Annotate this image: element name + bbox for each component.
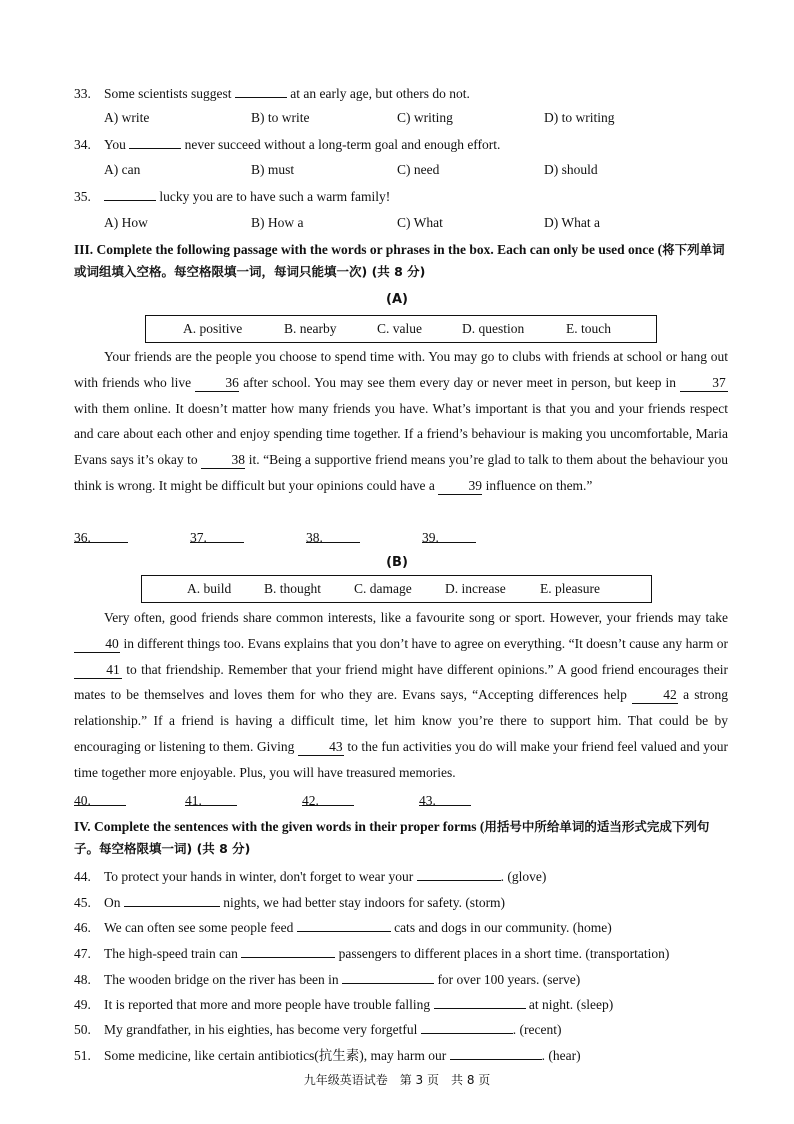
question-number: 33. (74, 86, 91, 101)
blank-43[interactable]: 43 (298, 739, 344, 756)
answer-blank[interactable] (241, 944, 335, 958)
answer-blank[interactable] (124, 893, 220, 907)
answer-blank[interactable] (421, 1020, 513, 1034)
answer-number: 40. (74, 793, 91, 808)
question-51: 51. Some medicine, like certain antibiotics(抗生素), may harm our . (hear) (74, 1048, 581, 1063)
answer-blank[interactable] (419, 792, 471, 806)
question-45: 45. On nights, we had better stay indoors for safety. (storm) (74, 895, 506, 910)
answer-number: 37. (190, 530, 207, 545)
question-49: 49. It is reported that more and more people have trouble falling at night. (sleep) (74, 997, 614, 1012)
blank-38[interactable]: 38 (201, 452, 245, 469)
part-b-label: (B) (386, 555, 408, 570)
option-b[interactable]: B) How a (251, 215, 304, 230)
word-option: D. increase (445, 581, 506, 596)
word-option: E. pleasure (540, 581, 600, 596)
answer-number: 36. (74, 530, 91, 545)
passage-a: Your friends are the people you choose to spend time with. You may go to clubs with friends at school or hang out with friends who live 36 after school. You may see them every day or never meet in person, but keep in 37 with them online. It doesn’t matter how many friends you have. What’s important is that you and your friends respect and care about each other and enjoy spending time together. If a friend’s behaviour is making you uncomfortable, Maria Evans says it’s okay to 38 it. “Being a supportive friend means you’re glad to talk to them about the behaviour you think is wrong. It might be difficult but your opinions could have a 39 influence on them.” (74, 349, 729, 493)
answer-blank[interactable] (417, 867, 501, 881)
question-44: 44. To protect your hands in winter, don't forget to wear your . (glove) (74, 869, 547, 884)
option-a[interactable]: A) write (104, 110, 150, 125)
answer-blank[interactable] (74, 792, 126, 806)
question-number: 35. (74, 189, 91, 204)
section-3-title: III. Complete the following passage with the words or phrases in the box. Each can only be used once (将下列单词或词组填入空格。每空格限填一词，每词只能填一次) (共 8 分) (74, 242, 725, 279)
passage-b: Very often, good friends share common interests, like a favourite song or sport. However, your friends may take 40 in different things too. Evans explains that you don’t have to agree on everything. “It doesn’t cause any harm or 41 to that friendship. Remember that your friend might have different opinions.” A good friend encourages their mates to be themselves and loves them for who they are. Evans says, “Accepting differences help 42 a strong relationship.” If a friend is having a difficult time, let him know you’re there to support him. That could be by encouraging or listening to them. Giving 43 to the fun activities you do will make your friend feel valued and your time together more enjoyable. Plus, you will have treasured memories. (74, 610, 729, 780)
word-box-a (145, 315, 657, 343)
word-option: A. positive (183, 321, 243, 336)
answer-blank[interactable] (74, 529, 128, 543)
question-text: lucky you are to have such a warm family! (159, 189, 391, 204)
question-text: Some scientists suggest (104, 86, 232, 101)
answer-blank[interactable] (297, 918, 391, 932)
option-a[interactable]: A) How (104, 215, 148, 230)
answer-blank[interactable] (302, 792, 354, 806)
word-option: C. damage (354, 581, 412, 596)
option-c[interactable]: C) What (397, 215, 443, 230)
question-33 (74, 84, 470, 103)
question-34 (74, 135, 500, 154)
answer-blank[interactable] (422, 529, 476, 543)
option-d[interactable]: D) should (544, 162, 598, 177)
question-47: 47. The high-speed train can passengers to different places in a short time. (transportation) (74, 946, 670, 961)
question-text: You (104, 137, 126, 152)
option-b[interactable]: B) to write (251, 110, 310, 125)
answer-blank[interactable] (185, 792, 237, 806)
question-50: 50. My grandfather, in his eighties, has become very forgetful . (recent) (74, 1022, 562, 1037)
answer-blank[interactable] (434, 995, 526, 1009)
question-48: 48. The wooden bridge on the river has been in for over 100 years. (serve) (74, 972, 581, 987)
page-footer: 九年级英语试卷 第 3 页 共 8 页 (303, 1073, 491, 1087)
blank-36[interactable]: 36 (195, 375, 239, 392)
word-option: C. value (377, 321, 422, 336)
word-option: B. nearby (284, 321, 337, 336)
question-text: never succeed without a long-term goal and enough effort. (184, 137, 501, 152)
answer-blank[interactable] (235, 84, 287, 98)
question-35 (74, 187, 390, 206)
blank-39[interactable]: 39 (438, 478, 482, 495)
question-text: at an early age, but others do not. (290, 86, 470, 101)
answer-blank[interactable] (190, 529, 244, 543)
question-46: 46. We can often see some people feed cats and dogs in our community. (home) (74, 920, 612, 935)
word-option: E. touch (566, 321, 611, 336)
blank-40[interactable]: 40 (74, 636, 120, 653)
option-c[interactable]: C) need (397, 162, 440, 177)
word-box-b (141, 575, 652, 603)
option-b[interactable]: B) must (251, 162, 295, 177)
answer-blank[interactable] (450, 1046, 542, 1060)
answer-number: 38. (306, 530, 323, 545)
part-a-label: (A) (386, 292, 408, 307)
answer-number: 41. (185, 793, 202, 808)
answer-blank[interactable] (306, 529, 360, 543)
answer-number: 43. (419, 793, 436, 808)
answer-blank[interactable] (342, 970, 434, 984)
answer-number: 39. (422, 530, 439, 545)
word-option: A. build (187, 581, 232, 596)
word-option: D. question (462, 321, 525, 336)
option-d[interactable]: D) to writing (544, 110, 615, 125)
blank-41[interactable]: 41 (74, 662, 122, 679)
blank-42[interactable]: 42 (632, 687, 678, 704)
option-c[interactable]: C) writing (397, 110, 453, 125)
option-a[interactable]: A) can (104, 162, 141, 177)
answer-blank[interactable] (129, 135, 181, 149)
word-option: B. thought (264, 581, 322, 596)
answer-blank[interactable] (104, 187, 156, 201)
section-4-title: IV. Complete the sentences with the given words in their proper forms (用括号中所给单词的适当形式完成下列句子。每空格限填一词) (共 8 分) (74, 819, 710, 856)
option-d[interactable]: D) What a (544, 215, 600, 230)
question-number: 34. (74, 137, 91, 152)
answer-number: 42. (302, 793, 319, 808)
blank-37[interactable]: 37 (680, 375, 728, 392)
